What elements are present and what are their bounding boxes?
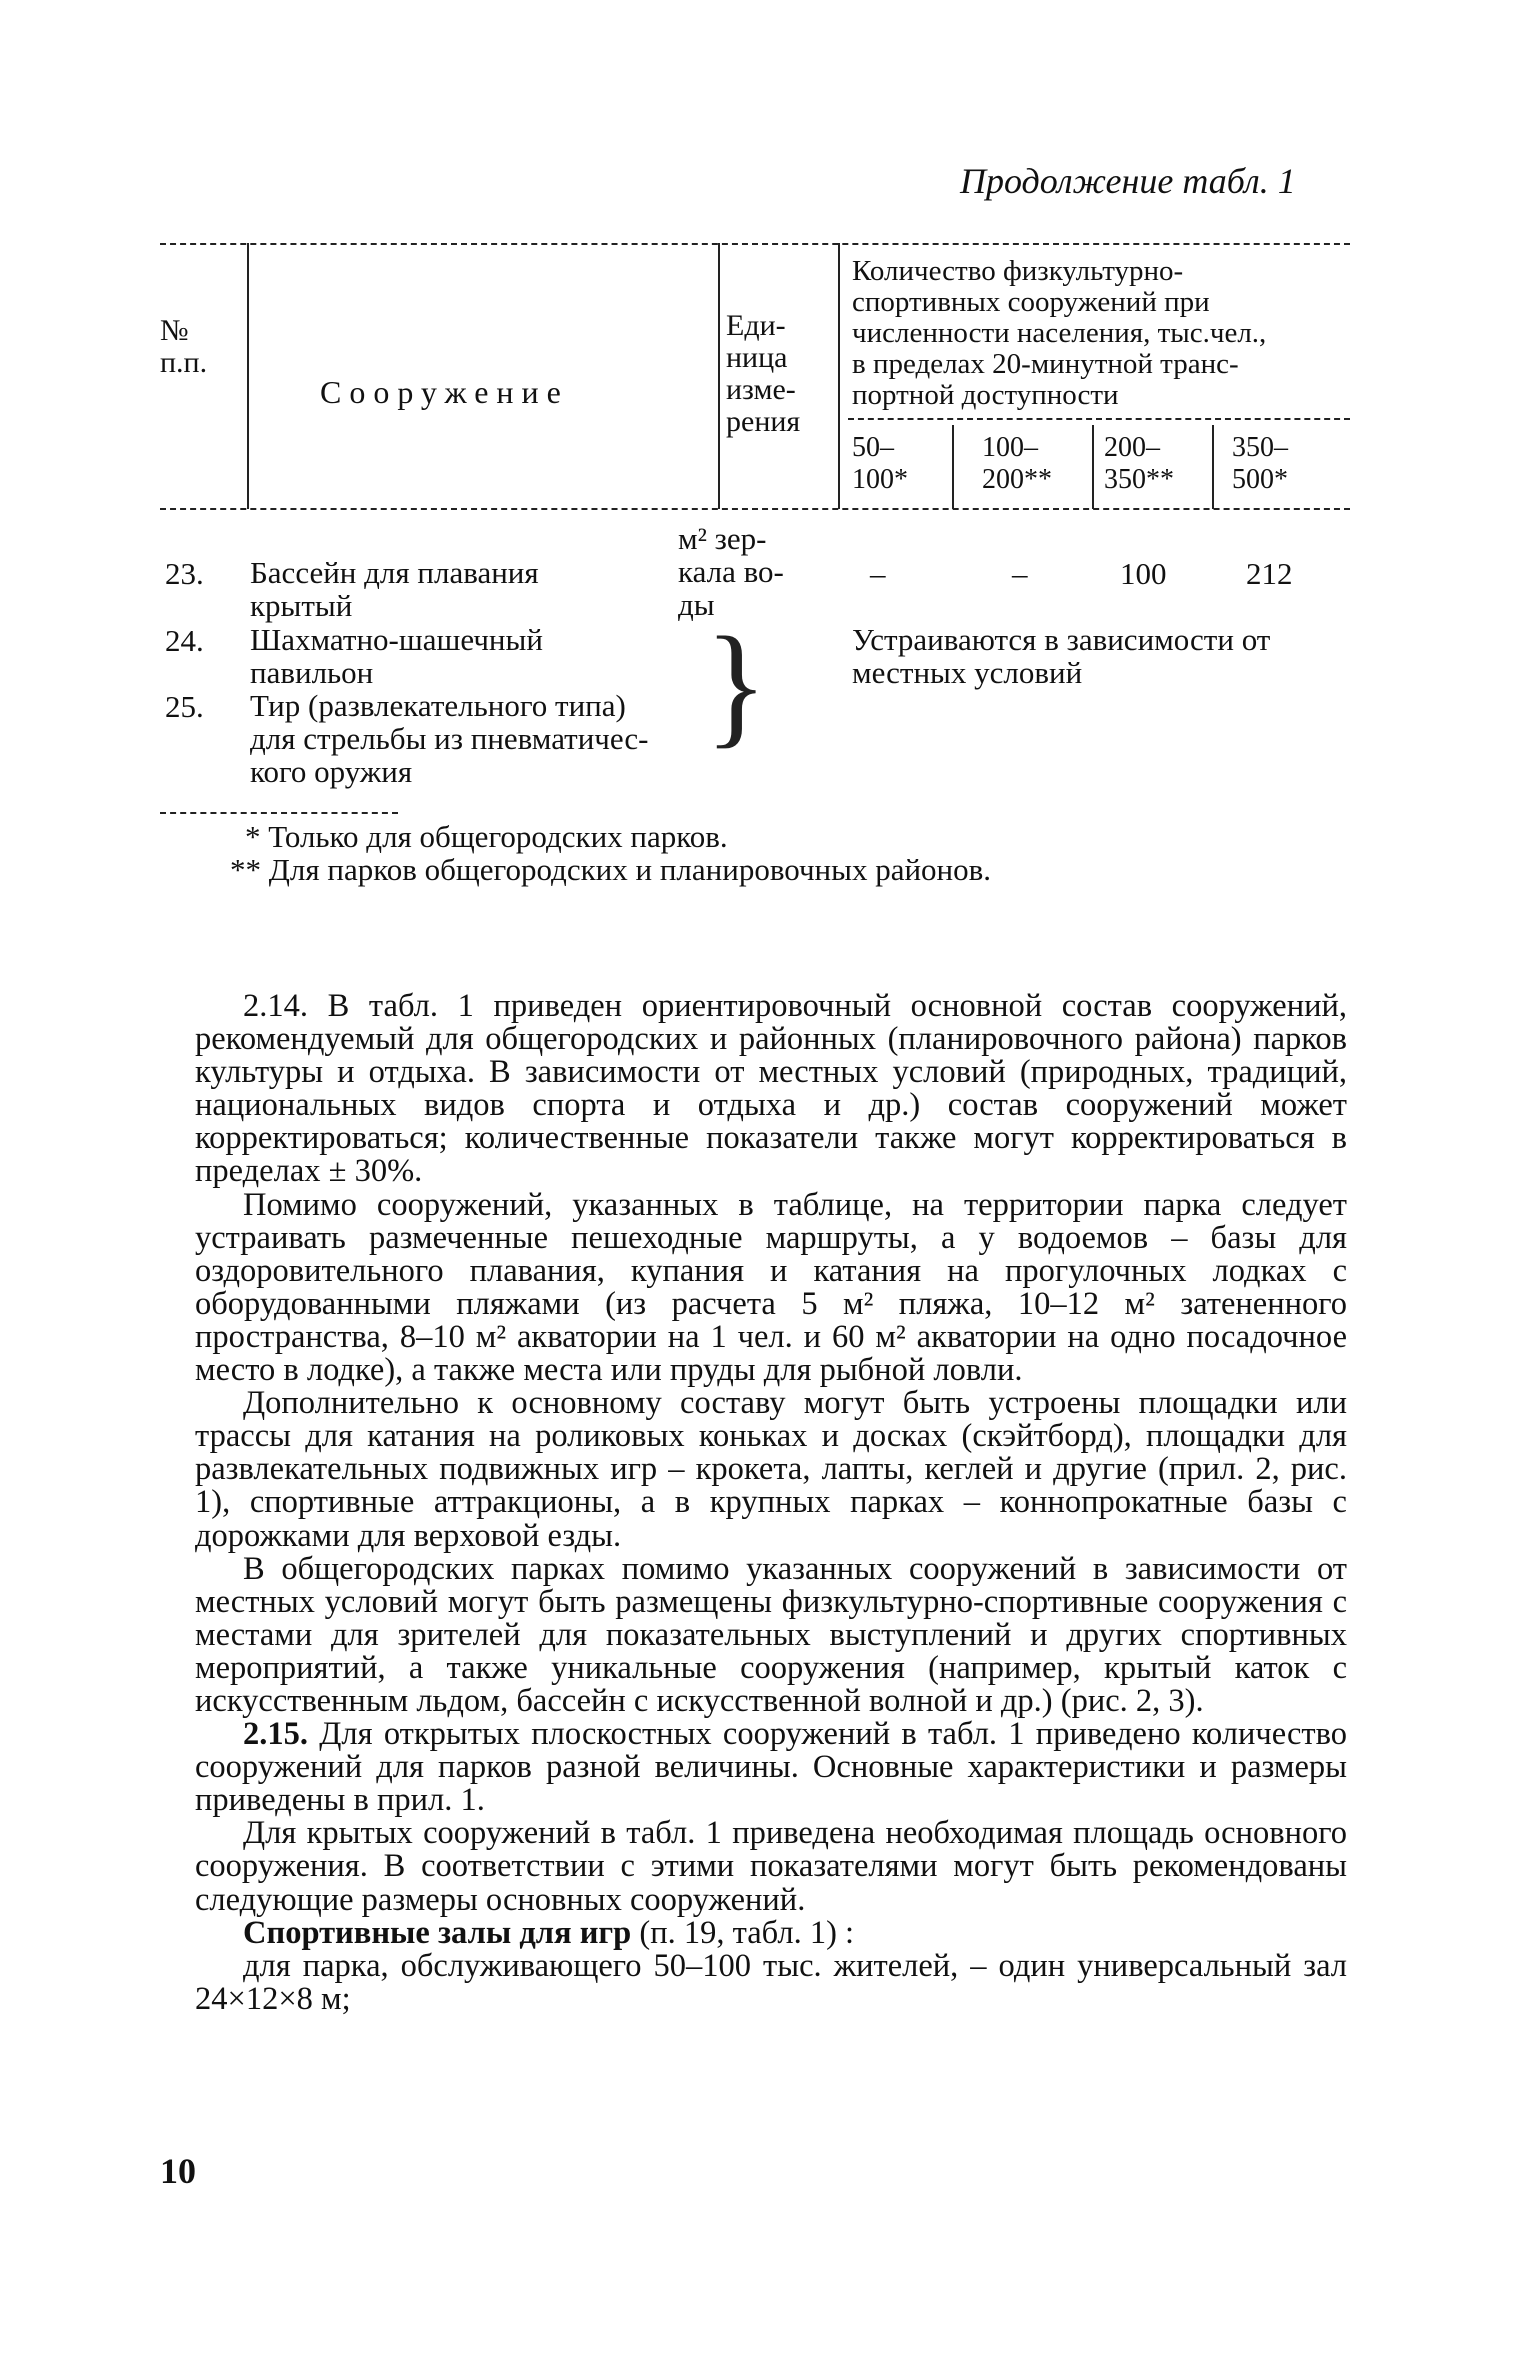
table-subheader-rule xyxy=(848,418,1350,420)
header-number-line1: № xyxy=(160,314,189,347)
header-unit-line: изме- xyxy=(726,373,796,406)
row-23-value-3: 100 xyxy=(1120,556,1167,591)
merged-note xyxy=(852,623,1270,689)
row-23-name-line1: Бассейн для плавания xyxy=(250,555,539,590)
header-unit-line: ница xyxy=(726,341,788,374)
row-25-name-line2: для стрельбы из пневматичес- xyxy=(250,721,649,756)
row-25-name xyxy=(250,689,720,788)
header-unit xyxy=(726,310,826,438)
header-quantity-line: Количество физкультурно- xyxy=(852,255,1184,287)
subcol-1-line2: 100* xyxy=(852,464,908,495)
row-23-value-4: 212 xyxy=(1246,556,1293,591)
row-24-number: 24. xyxy=(165,623,204,658)
row-23-unit-line3: ды xyxy=(678,587,715,622)
subcol-1-line1: 50– xyxy=(852,432,894,463)
subcol-4-line1: 350– xyxy=(1232,432,1288,463)
table-vline-3 xyxy=(838,243,840,509)
subcol-2-line1: 100– xyxy=(982,432,1038,463)
merged-note-line2: местных условий xyxy=(852,655,1083,690)
header-quantity-line: спортивных сооружений при xyxy=(852,286,1210,318)
row-23-name-line2: крытый xyxy=(250,588,353,623)
row-25-name-line3: кого оружия xyxy=(250,754,413,789)
footnote-rule xyxy=(160,812,398,814)
table-header-bottom-rule xyxy=(160,508,1350,510)
paragraph-2-15-text: Для открытых плоскостных сооружений в табл. 1 приведено количество сооружений для парков разной величины. Основные характеристики и размеры приведены в прил. 1. xyxy=(195,1716,1347,1819)
subcol-4-line2: 500* xyxy=(1232,464,1288,495)
header-structure: Сооружение xyxy=(320,374,569,410)
table-vline-5 xyxy=(1092,425,1094,509)
body-text xyxy=(195,990,1347,2016)
row-23-value-1: – xyxy=(870,556,886,591)
right-brace-icon: } xyxy=(705,609,768,761)
row-25-name-line1: Тир (развлекательного типа) xyxy=(250,688,626,723)
sport-halls-ref: (п. 19, табл. 1) : xyxy=(631,1914,855,1951)
row-23-unit-line2: кала во- xyxy=(678,554,784,589)
table-vline-4 xyxy=(952,425,954,509)
table-vline-1 xyxy=(247,243,249,509)
footnote-1: * Только для общегородских парков. xyxy=(245,819,728,854)
continuation-caption: Продолжение табл. 1 xyxy=(960,161,1296,201)
footnote-2: ** Для парков общегородских и планировочных районов. xyxy=(230,852,992,887)
row-23-number: 23. xyxy=(165,556,204,591)
paragraph-hall-size: для парка, обслуживающего 50–100 тыс. жителей, – один универсальный зал 24×12×8 м; xyxy=(195,1947,1347,2017)
paragraph-additional: Дополнительно к основному составу могут быть устроены площадки или трассы для катания на роликовых коньках и досках (скэйтборд), площадки для развлекательных подвижных игр – крокета, лапты, кеглей и другие (прил. 2, рис. 1), спортивные аттракционы, а в крупных парках – коннопрокатные базы с дорожками для верховой езды. xyxy=(195,1385,1347,1554)
sport-halls-heading: Спортивные залы для игр xyxy=(243,1914,632,1951)
header-quantity xyxy=(852,256,1362,411)
header-quantity-line: в пределах 20-минутной транс- xyxy=(852,348,1239,380)
merged-note-line1: Устраиваются в зависимости от xyxy=(852,622,1271,657)
row-23-unit-line1: м² зер- xyxy=(678,521,767,556)
subcol-3-line1: 200– xyxy=(1104,432,1160,463)
table-top-rule xyxy=(160,243,1350,245)
paragraph-routes: Помимо сооружений, указанных в таблице, на территории парка следует устраивать размеченные пешеходные маршруты, а у водоемов – базы для оздоровительного плавания, купания и катания на прогулочных лодках с оборудованными пляжами (из расчета 5 м² пляжа, 10–12 м² затененного пространства, 8–10 м² акватории на 1 чел. и 60 м² акватории на одно посадочное место в лодке), а также места или пруды для рыбной ловли. xyxy=(195,1186,1347,1389)
paragraph-citywide: В общегородских парках помимо указанных сооружений в зависимости от местных условий могут быть размещены физкультурно-спортивные сооружения с местами для зрителей для показательных выступлений и других спортивных мероприятий, а также уникальные сооружения (например, крытый каток с искусственным льдом, бассейн с искусственной волной и др.) (рис. 2, 3). xyxy=(195,1550,1347,1719)
row-25-number: 25. xyxy=(165,689,204,724)
paragraph-2-14: 2.14. В табл. 1 приведен ориентировочный основной состав сооружений, рекомендуемый для общегородских и районных (планировочного района) парков культуры и отдыха. В зависимости от местных условий (природных, традиций, национальных видов спорта и отдыха и др.) состав сооружений может корректироваться; количественные показатели также могут корректироваться в пределах ± 30%. xyxy=(195,988,1347,1190)
row-23-value-2: – xyxy=(1012,556,1028,591)
row-23-name xyxy=(250,556,720,622)
subcol-3 xyxy=(1104,432,1174,496)
row-24-name-line1: Шахматно-шашечный xyxy=(250,622,543,657)
table-vline-6 xyxy=(1212,425,1214,509)
header-quantity-line: портной доступности xyxy=(852,379,1119,411)
header-quantity-line: численности населения, тыс.чел., xyxy=(852,317,1267,349)
table-vline-2 xyxy=(718,243,720,509)
subcol-2-line2: 200** xyxy=(982,464,1052,495)
subcol-1 xyxy=(852,432,908,496)
header-unit-line: рения xyxy=(726,405,801,438)
paragraph-2-15 xyxy=(195,1718,1347,1817)
header-number xyxy=(160,315,207,379)
row-24-name-line2: павильон xyxy=(250,655,374,690)
paragraph-sport-halls xyxy=(195,1914,1347,1951)
subcol-4 xyxy=(1232,432,1288,496)
row-23-unit xyxy=(678,522,848,621)
row-24-name xyxy=(250,623,720,689)
header-unit-line: Еди- xyxy=(726,309,786,342)
header-number-line2: п.п. xyxy=(160,346,208,379)
page-number: 10 xyxy=(160,2151,196,2191)
paragraph-indoor: Для крытых сооружений в табл. 1 приведена необходимая площадь основного сооружения. В соответствии с этими показателями могут быть рекомендованы следующие размеры основных сооружений. xyxy=(195,1815,1347,1918)
subcol-2 xyxy=(982,432,1052,496)
subcol-3-line2: 350** xyxy=(1104,464,1174,495)
section-number: 2.15. xyxy=(243,1716,308,1753)
